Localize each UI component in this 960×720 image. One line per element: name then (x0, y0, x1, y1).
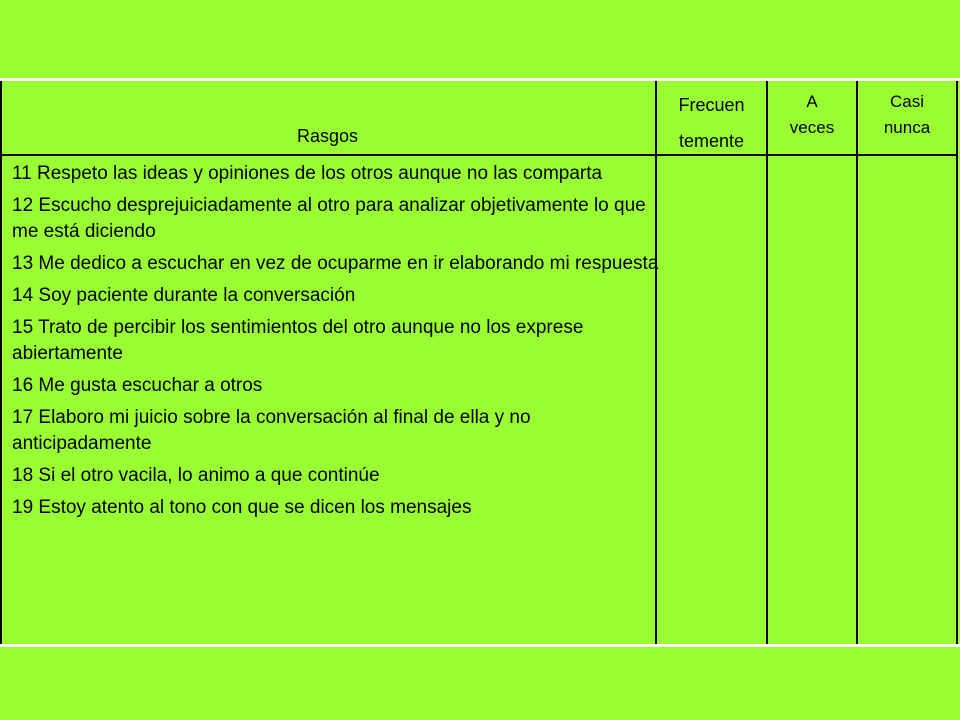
header-sometimes-line1: A (806, 92, 818, 111)
list-item: 14 Soy paciente durante la conversación (12, 285, 356, 306)
header-traits-label: Rasgos (296, 126, 359, 146)
header-sometimes (768, 89, 856, 141)
list-item: 12 Escucho desprejuiciadamente al otro para analizar objetivamente lo que me está diciendo (12, 195, 646, 242)
list-item: 18 Si el otro vacila, lo animo a que continúe (12, 465, 380, 486)
list-item: 15 Trato de percibir los sentimientos del otro aunque no los exprese abiertamente (12, 317, 584, 364)
column-divider-4 (856, 81, 858, 644)
list-item: 19 Estoy atento al tono con que se dicen los mensajes (12, 497, 472, 518)
list-item: 13 Me dedico a escuchar en vez de ocuparme en ir elaborando mi respuesta (12, 253, 659, 274)
list-item: 11 Respeto las ideas y opiniones de los otros aunque no las comparta (12, 163, 603, 184)
header-rarely-line1: Casi (889, 92, 924, 111)
trait-items-list (12, 161, 662, 527)
header-traits (0, 121, 655, 151)
header-frequently (657, 87, 766, 159)
header-rarely (858, 89, 956, 141)
survey-table (0, 78, 960, 647)
list-item: 17 Elaboro mi juicio sobre la conversación al final de ella y no anticipadamente (12, 407, 531, 454)
header-sometimes-line2: veces (789, 118, 835, 137)
list-item: 16 Me gusta escuchar a otros (12, 375, 263, 396)
header-frequently-line1: Frecuen (678, 95, 745, 115)
column-divider-1 (0, 81, 2, 644)
header-rarely-line2: nunca (883, 118, 931, 137)
column-divider-3 (766, 81, 768, 644)
column-divider-5 (956, 81, 958, 644)
header-divider (0, 154, 958, 156)
header-frequently-line2: temente (678, 131, 745, 151)
